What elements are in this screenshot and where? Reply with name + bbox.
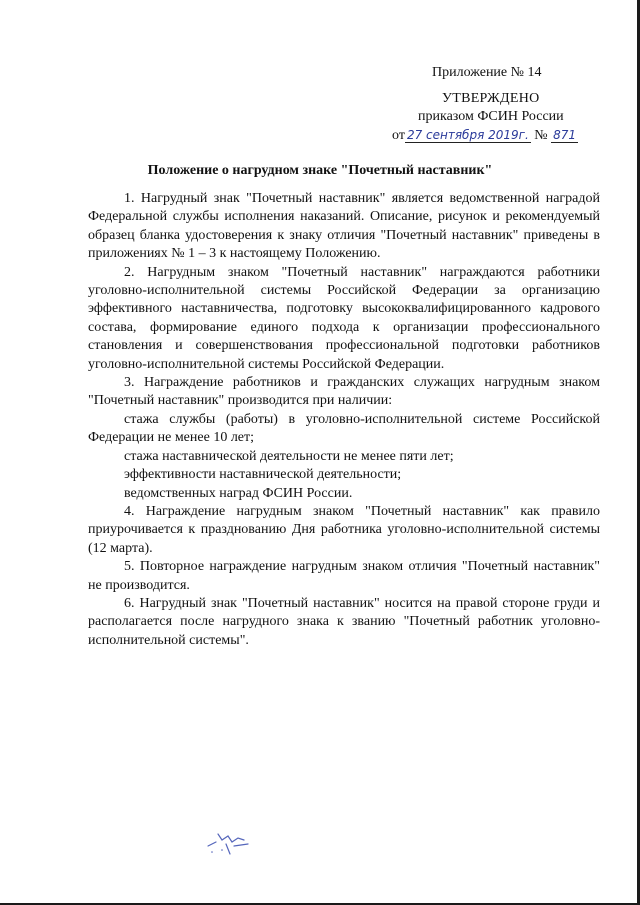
appendix-label: Приложение № 14	[432, 65, 542, 80]
condition-mentoring-length: стажа наставнической деятельности не менее пяти лет;	[124, 448, 454, 464]
paragraph-4: 4. Награждение нагрудным знаком "Почетный наставник" как правило приурочивается к празднованию Дня работника уголовно-исполнительной системы (12 марта).	[88, 503, 600, 556]
signature-scribble-icon	[204, 828, 254, 858]
order-label: приказом ФСИН России	[418, 109, 564, 124]
document-title: Положение о нагрудном знаке "Почетный наставник"	[147, 163, 493, 178]
paragraph-3: 3. Награждение работников и гражданских служащих нагрудным знаком "Почетный наставник" производится при наличии:	[88, 375, 600, 409]
approved-label: УТВЕРЖДЕНО	[442, 91, 540, 106]
order-number-sign: №	[534, 128, 548, 143]
paragraph-6: 6. Нагрудный знак "Почетный наставник" носится на правой стороне груди и располагается после нагрудного знака к званию "Почетный работник уголовно-исполнительной системы".	[88, 595, 600, 648]
order-date-line	[392, 124, 578, 147]
order-number-handwritten: 871	[553, 128, 577, 142]
condition-effectiveness: эффективности наставнической деятельности;	[124, 467, 402, 483]
condition-awards: ведомственных наград ФСИН России.	[124, 485, 353, 501]
paragraph-5: 5. Повторное награждение нагрудным знаком отличия "Почетный наставник" не производится.	[88, 559, 600, 593]
order-prefix: от	[392, 128, 405, 143]
paragraph-2: 2. Нагрудным знаком "Почетный наставник" награждаются работники уголовно-исполнительной системы Российской Федерации за организацию эффективного наставничества, подготовку высококвалифицированного кадрового состава, формирование единого подхода к организации профессионального становления и совершенствования профессиональной подготовки работников уголовно-исполнительной системы Российской Федерации.	[88, 264, 600, 372]
condition-service-length: стажа службы (работы) в уголовно-исполнительной системе Российской Федерации не менее 10 лет;	[88, 411, 600, 446]
order-date-handwritten: 27 сентября 2019г.	[406, 128, 529, 142]
document-body	[88, 190, 600, 650]
paragraph-1: 1. Нагрудный знак "Почетный наставник" является ведомственной наградой Федеральной службы исполнения наказаний. Описание, рисунок и рекомендуемый образец бланка удостоверения к знаку отличия "Почетный наставник" приведены в приложениях № 1 – 3 к настоящему Положению.	[88, 191, 600, 262]
